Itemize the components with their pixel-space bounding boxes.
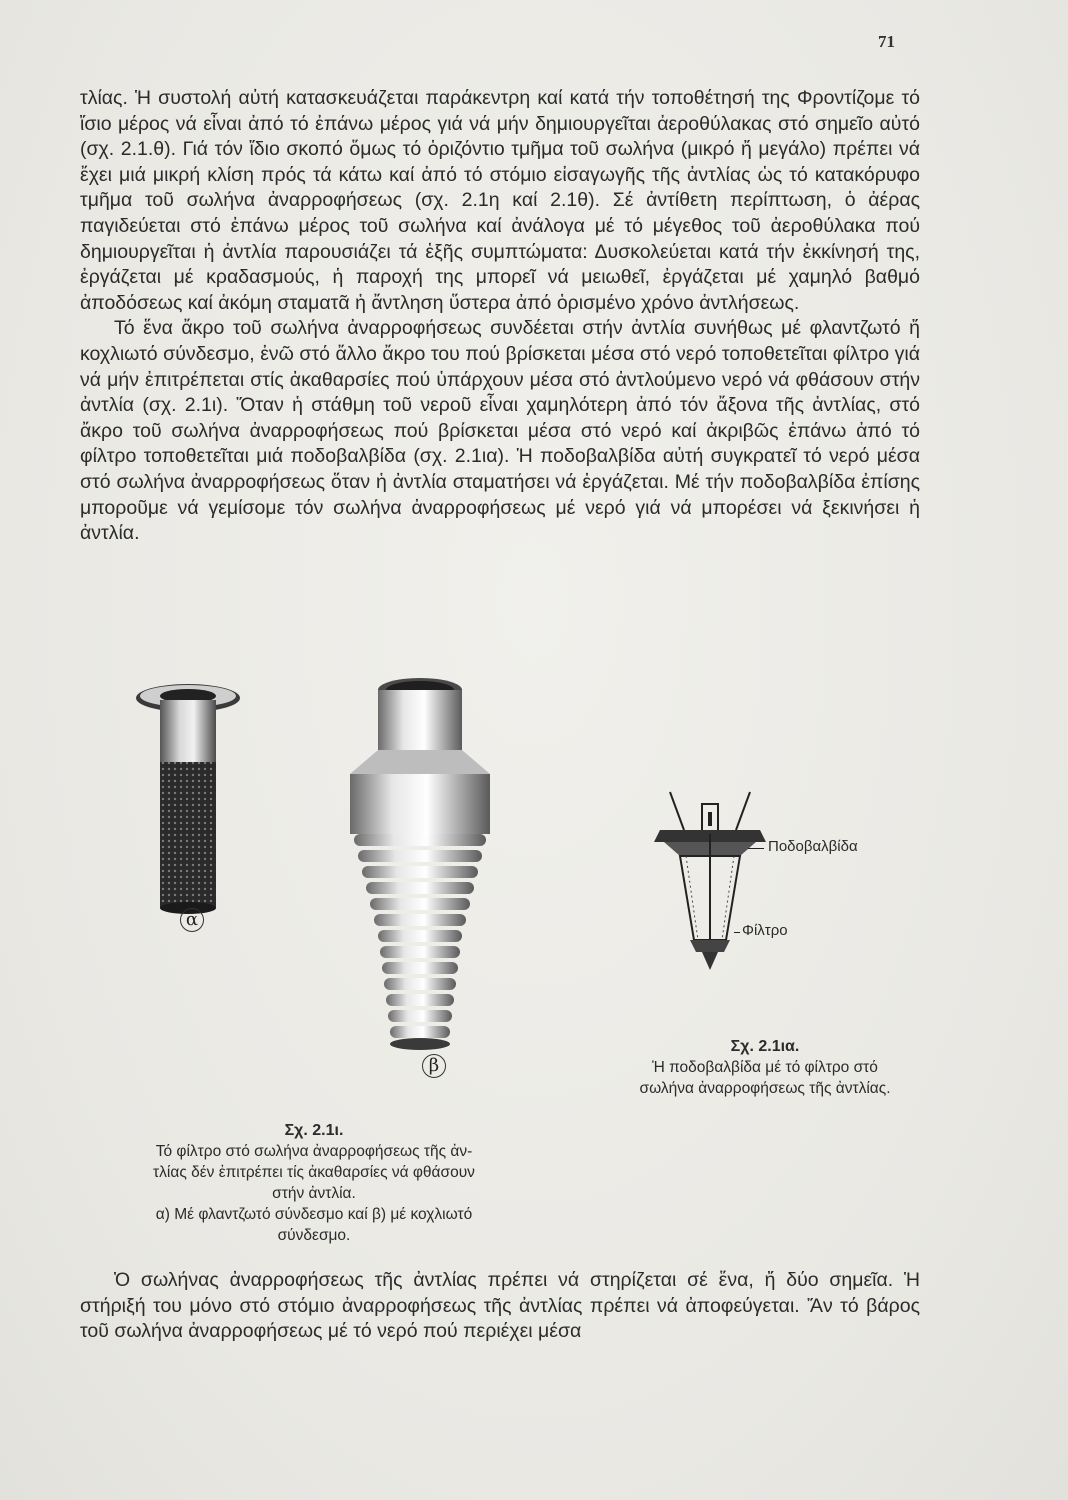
caption-line: σύνδεσμο. xyxy=(277,1227,351,1244)
flanged-strainer-illustration xyxy=(130,676,250,926)
caption-line: στήν ἀντλία. xyxy=(272,1185,356,1202)
text-block-bottom xyxy=(80,1268,920,1345)
text-block-top xyxy=(80,86,920,547)
figure-foot-valve xyxy=(650,790,858,980)
paragraph-1: τλίας. Ἡ συστολή αὐτή κατασκευάζεται παράκεντρη καί κατά τήν τοποθέτησή της Φροντίζομε τό ἴσιο μέρος νά εἶναι ἀπό τό ἐπάνω μέρος γιά νά μήν δημιουργεῖται ἀεροθύλακας στό σημεῖο αὐτό (σχ. 2.1.θ). Γιά τόν ἴδιο σκοπό ὅμως τό ὁριζόντιο τμῆμα τοῦ σωλήνα (μικρό ἤ μεγάλο) πρέπει νά ἔχει μιά μικρή κλίση πρός τά κάτω καί ἀπό τό στόμιο εἰσαγωγῆς τῆς ἀντλίας ὡς τό κατακόρυφο τμῆμα τοῦ σωλήνα ἀναρροφήσεως (σχ. 2.1η καί 2.1θ). Σέ ἀντίθετη περίπτωση, ὁ ἀέρας παγιδεύεται στό ἐπάνω μέρος τοῦ σωλήνα καί ἀνάλογα μέ τό μέγεθος τοῦ ἀεροθύλακα πού δημιουργεῖται ἡ ἀντλία παρουσιάζει τά ἑξῆς συμπτώματα: Δυσκολεύεται κατά τήν ἐκκίνησή της, ἐργάζεται μέ κραδασμούς, ἡ παροχή της μπορεῖ νά μειωθεῖ, ἐργάζεται μέ χαμηλό βαθμό ἀποδόσεως καί ἀκόμη σταματᾶ ἡ ἄντληση ὕστερα ἀπό ὁρισμένο χρόνο ἀντλήσεως. xyxy=(80,87,920,314)
figure-label-alpha: α xyxy=(180,908,204,932)
valve-callout-line xyxy=(748,848,764,849)
caption-line: σωλήνα ἀναρροφήσεως τῆς ἀντλίας. xyxy=(639,1080,891,1097)
figure-flanged-strainer xyxy=(130,676,250,946)
thread-rings xyxy=(354,834,486,1038)
paragraph-3: Ὁ σωλήνας ἀναρροφήσεως τῆς ἀντλίας πρέπει νά στηρίζεται σέ ἕνα, ἤ δύο σημεῖα. Ἡ στήριξή του μόνο στό στόμιο ἀναρροφήσεως τῆς ἀντλίας πρέπει νά ἀποφεύγεται. Ἄν τό βάρος τοῦ σωλήνα ἀναρροφήσεως μέ τό νερό πού περιέχει μέσα xyxy=(80,1269,920,1343)
filter-callout-line xyxy=(734,932,740,933)
threaded-strainer-illustration xyxy=(330,674,510,1074)
caption-line: Τό φίλτρο στό σωλήνα ἀναρροφήσεως τῆς ἀν- xyxy=(155,1143,473,1160)
caption-line: α) Μέ φλαντζωτό σύνδεσμο καί β) μέ κοχλιωτό xyxy=(155,1206,473,1223)
caption-line: Ἡ ποδοβαλβίδα μέ τό φίλτρο στό xyxy=(652,1059,878,1076)
callout-foot-valve: Ποδοβαλβίδα xyxy=(768,838,858,855)
paragraph-2: Τό ἕνα ἄκρο τοῦ σωλήνα ἀναρροφήσεως συνδέεται στήν ἀντλία συνήθως μέ φλαντζωτό ἤ κοχλιωτό σύνδεσμο, ἐνῶ στό ἄλλο ἄκρο του πού βρίσκεται μέσα στό νερό τοποθετεῖται φίλτρο γιά νά μήν ἐπιτρέπεται στίς ἀκαθαρσίες πού ὑπάρχουν μέσα στό ἀντλούμενο νερό νά φθάσουν στήν ἀντλία (σχ. 2.1ι). Ὅταν ἡ στάθμη τοῦ νεροῦ εἶναι χαμηλότερη ἀπό τόν ἄξονα τῆς ἀντλίας, στό ἄκρο τοῦ σωλήνα ἀναρροφήσεως πού βρίσκεται μέσα στό νερό καί ἀκριβῶς ἐπάνω ἀπό τό φίλτρο τοποθετεῖται μιά ποδοβαλβίδα (σχ. 2.1ια). Ἡ ποδοβαλβίδα αὐτή συγκρατεῖ τό νερό μέσα στό σωλήνα ἀναρροφήσεως ὅταν ἡ ἀντλία σταματήσει νά ἐργάζεται. Μέ τήν ποδοβαλβίδα ἐπίσης μποροῦμε νά γεμίσομε τόν σωλήνα ἀναρροφήσεως μέ νερό γιά νά μπορέσει νά ξεκινήσει ἡ ἀντλία. xyxy=(80,317,920,545)
caption-line: τλίας δέν ἐπιτρέπει τίς ἀκαθαρσίες νά φθάσουν xyxy=(153,1164,475,1181)
callout-filter: Φίλτρο xyxy=(742,922,788,939)
figure-label-beta: β xyxy=(422,1054,446,1078)
page-number: 71 xyxy=(878,32,895,51)
figure-threaded-strainer xyxy=(330,674,510,1104)
caption-figure-2-1i xyxy=(134,1120,494,1246)
caption-figure-2-1ia xyxy=(600,1036,930,1099)
caption-title-2-1i: Σχ. 2.1ι. xyxy=(284,1122,344,1139)
foot-valve-cross-section xyxy=(650,790,770,980)
caption-title-2-1ia: Σχ. 2.1ια. xyxy=(730,1038,800,1055)
